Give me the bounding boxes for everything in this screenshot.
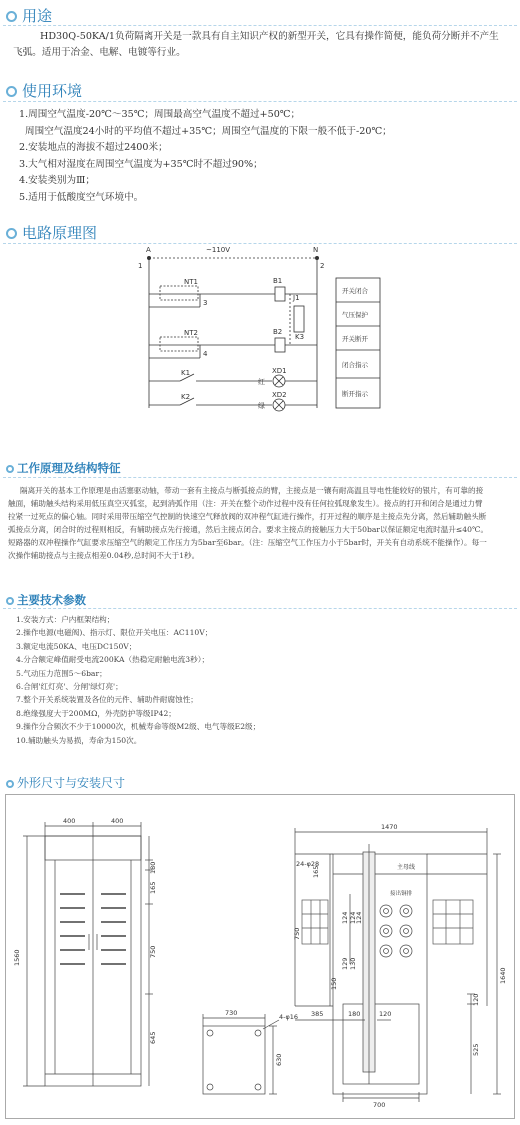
param-item: 8.绝缘强度大于200MΩ，外壳防护等级IP42； [16,708,176,718]
dim-150: 150 [330,977,338,990]
usage-para-1: HD30Q-50KA/1负荷隔离开关是一款具有自主知识产权的新型开关，它具有操作简便，能负荷分断并不产生 [40,31,499,42]
usage-title-text: 用途 [22,7,53,25]
dim-400-a: 400 [63,817,76,825]
label-NT1: NT1 [184,278,198,286]
env-item: 5.适用于低酸度空气环境中。 [19,191,144,203]
dim-120-b: 120 [472,993,480,1006]
divider [3,25,517,26]
env-item: 4.安装类别为Ⅲ； [19,175,95,186]
dim-645: 645 [149,1031,157,1044]
label-green: 绿 [258,402,265,410]
circuit-diagram [0,218,520,428]
dim-700: 700 [373,1101,386,1109]
dim-165: 165 [149,881,157,894]
dim-120: 120 [379,1010,392,1018]
dimension-drawing [5,794,515,1119]
dim-385: 385 [311,1010,324,1018]
dim-630: 630 [275,1053,283,1066]
box-label: 开关断开 [342,335,368,343]
param-item: 1.安装方式：户内框架结构； [16,615,115,624]
principle-line: 弧接点分离，闭合时的过程则相反，有辅助接点先行接通，然后主接点闭合。要求主接点的接触压力大于50bar以保证额定电流时温升≤40℃。 [8,525,489,534]
params-list [16,613,260,747]
dim-130: 130 [349,957,357,970]
principle-text [8,484,518,562]
dim-165-b: 165 [312,865,320,878]
dim-129: 129 [341,957,349,970]
param-item: 6.合闸'红灯亮'、分闸'绿灯亮'； [16,682,123,692]
principle-line: 触面，辅助触头结构采用低压真空灭弧室，起到消弧作用（注：开关在整个动作过程中没有任何拉弧现象发生）。接点的打开和闭合是通过力臂 [8,499,483,508]
principle-title-text: 工作原理及结构特征 [17,461,121,475]
section-title-environment [6,80,82,101]
environment-title-text: 使用环境 [22,82,83,100]
param-item: 7.整个开关系统装置及各位的元件、辅助件耐腐蚀性； [16,695,198,705]
dim-180: 180 [149,861,157,874]
dim-124-a: 124 [341,911,349,924]
dim-1470: 1470 [381,823,398,831]
bullet-icon [6,597,14,605]
env-item: 1.周围空气温度-20℃～35℃；周围最高空气温度不超过+50℃； [19,109,301,120]
dim-24-holes: 24-φ28 [296,860,320,868]
label-N: N [313,246,319,254]
section-environment [0,80,520,210]
label-outlet-plate: 接出铜排 [390,891,413,897]
label-3: 3 [203,299,208,307]
bullet-icon [6,11,17,22]
label-B2: B2 [273,328,283,336]
principle-line: 隔离开关的基本工作原理是由活塞驱动轴，带动一套有主接点与断弧接点的臂，主接点是一镶有耐高温且导电性能较好的银片，有可靠的接 [20,486,484,495]
environment-list [19,107,392,206]
param-item: 4.分合额定峰值耐受电流200KA（热稳定耐触电流3秒）； [16,655,210,665]
params-title-text: 主要技术参数 [17,593,86,607]
dim-124-c: 124 [355,911,363,924]
label-K2: K2 [181,393,191,401]
usage-para-2: 飞弧。适用于冶金、电解、电镀等行业。 [13,47,186,58]
label-1: 1 [138,262,143,270]
section-dimensions [0,772,520,1125]
env-item: 3.大气相对湿度在周围空气温度为+35℃时不超过90%； [19,158,263,170]
principle-line: 短路器的双冲程操作气缸要求压缩空气的额定工作压力为5bar至6bar。（注：压缩空气工作压力小于5bar时，开关有自动系统不能操作）。每一 [8,538,487,547]
divider [3,101,517,102]
dim-730: 730 [225,1009,238,1017]
section-usage [0,0,520,70]
divider [3,608,517,609]
label-A: A [146,246,151,254]
circuit-title-text: 电路原理图 [22,224,98,242]
dimensions-title-text: 外形尺寸与安装尺寸 [17,776,126,790]
label-K3: K3 [295,333,305,341]
label-XD2: XD2 [272,391,287,399]
box-label: 闭合指示 [342,361,368,369]
param-item: 9.操作分合频次不少于10000次，机械寿命等级M2级、电气等级E2级； [16,722,261,732]
label-red: 红 [258,378,265,386]
dim-hole: 4-φ16 [279,1013,299,1021]
section-title-dimensions [6,774,125,791]
label-K1: K1 [181,369,191,377]
section-title-principle [6,460,121,476]
box-label: 气压保护 [342,311,368,319]
label-main-bus: 主母线 [397,864,416,871]
label-B1: B1 [273,277,283,285]
label-NT2: NT2 [184,329,198,337]
dim-1640: 1640 [499,967,507,984]
bullet-icon [6,465,14,473]
section-title-usage [6,5,52,26]
param-item: 10.辅助触头为易损，寿命为150次。 [16,735,142,745]
param-item: 3.额定电流50KA、电压DC150V； [16,641,137,651]
dim-750-b: 750 [293,927,301,940]
label-voltage: ~110V [206,246,231,254]
env-item: 周围空气温度24小时的平均值不超过+35℃；周围空气温度的下限一般不低于-20℃； [25,125,392,137]
bullet-icon [6,780,14,788]
label-XD1: XD1 [272,367,287,375]
dim-180-b: 180 [348,1010,361,1018]
principle-line: 拉紧一过死点的偏心轴。同时采用带压缩空气控制的快速空气释放阀的双冲程气缸进行操作，打开过程的顺序是主接点先分离，然后辅助触头断 [8,512,487,521]
label-2: 2 [320,262,325,270]
section-title-params [6,592,86,608]
dim-400-b: 400 [111,817,124,825]
box-label: 断开指示 [342,390,368,398]
divider [3,477,517,478]
dim-1560: 1560 [13,949,21,966]
param-item: 5.气动压力范围5～6bar； [16,668,107,678]
bullet-icon [6,86,17,97]
principle-line: 次操作辅助接点与主接点相差0.04秒,总时间不大于1秒。 [8,551,200,560]
env-item: 2.安装地点的海拔不超过2400米； [19,142,168,153]
dim-750: 750 [149,945,157,958]
param-item: 2.操作电源(电磁阀)、指示灯、限位开关电压：AC110V； [16,628,213,638]
label-J1: J1 [293,294,300,302]
dim-124-b: 124 [349,911,357,924]
section-circuit [0,218,520,428]
box-label: 开关闭合 [342,287,368,295]
label-4: 4 [203,350,208,358]
section-principle [0,460,520,570]
dim-525: 525 [472,1043,480,1056]
section-params [0,592,520,752]
